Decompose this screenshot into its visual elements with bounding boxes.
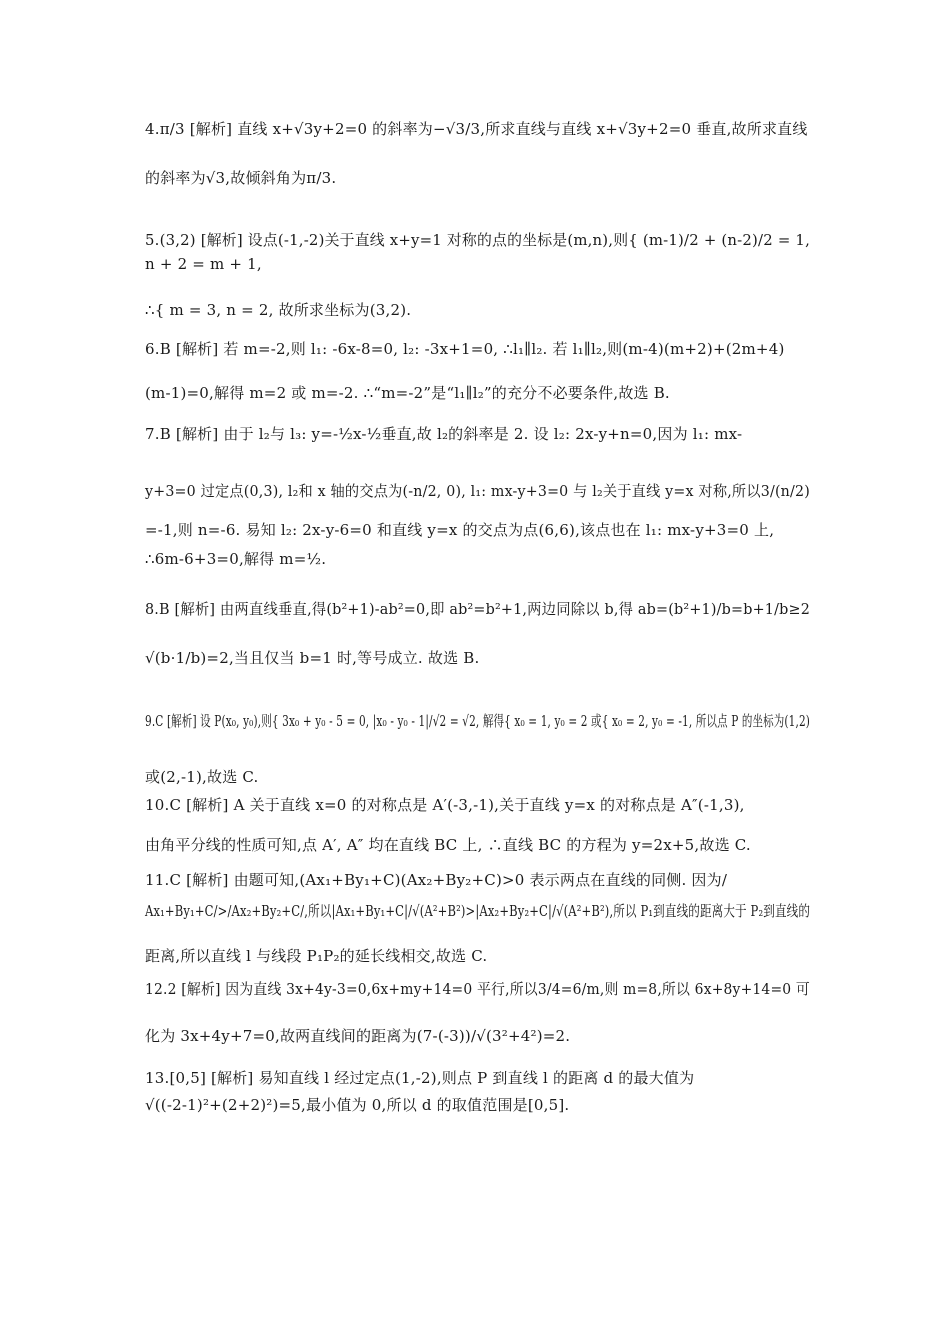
solution-line-text: 距离,所以直线 l 与线段 P₁P₂的延长线相交,故选 C.	[145, 947, 488, 965]
solution-line-text: 由角平分线的性质可知,点 A′, A″ 均在直线 BC 上, ∴直线 BC 的方程为 y=2x+5,故选 C.	[145, 836, 751, 854]
solution-line	[145, 520, 774, 540]
solution-line	[145, 870, 727, 890]
solution-line-text: Ax₁+By₁+C/>/Ax₂+By₂+C/,所以|Ax₁+By₁+C|/√(A²+B²)>|Ax₂+By₂+C|/√(A²+B²),所以 P₁到直线的距离大于 P₂到直线的	[145, 902, 811, 920]
solution-line	[145, 1095, 569, 1115]
solution-line	[145, 1068, 694, 1088]
solution-line	[145, 168, 336, 188]
solution-line-text: 13.[0,5] [解析] 易知直线 l 经过定点(1,-2),则点 P 到直线 l 的距离 d 的最大值为	[145, 1069, 695, 1087]
solution-line	[145, 767, 258, 787]
solution-line-text: 或(2,-1),故选 C.	[145, 768, 259, 786]
solution-line	[145, 549, 326, 569]
solution-line	[145, 901, 950, 921]
solution-line-text: 11.C [解析] 由题可知,(Ax₁+By₁+C)(Ax₂+By₂+C)>0 表示两点在直线的同侧. 因为/	[145, 871, 728, 889]
solution-line	[145, 648, 479, 668]
solution-line-text: 5.(3,2) [解析] 设点(-1,-2)关于直线 x+y=1 对称的点的坐标是(m,n),则{ (m-1)/2 + (n-2)/2 = 1,	[145, 231, 810, 249]
solution-line	[145, 1026, 570, 1046]
solution-line	[145, 946, 487, 966]
solution-line-text: 6.B [解析] 若 m=-2,则 l₁: -6x-8=0, l₂: -3x+1=0, ∴l₁∥l₂. 若 l₁∥l₂,则(m-4)(m+2)+(2m+4)	[145, 340, 785, 358]
solution-line-text: 10.C [解析] A 关于直线 x=0 的对称点是 A′(-3,-1),关于直线 y=x 的对称点是 A″(-1,3),	[145, 796, 745, 814]
solution-line-text: n + 2 = m + 1,	[145, 255, 262, 273]
solution-line-text: ∴6m-6+3=0,解得 m=½.	[145, 550, 327, 568]
solution-line-text: ∴{ m = 3, n = 2, 故所求坐标为(3,2).	[145, 301, 412, 319]
solution-line-text: 9.C [解析] 设 P(x₀, y₀),则{ 3x₀ + y₀ - 5 = 0, |x₀ - y₀ - 1|/√2 = √2, 解得{ x₀ = 1, y₀ = 2 或{ x₀ = 2, y₀ = -1, 所以点 P 的坐标为(1,2)	[145, 712, 810, 730]
solution-line	[145, 711, 950, 731]
solution-line-text: 的斜率为√3,故倾斜角为π/3.	[145, 169, 337, 187]
solution-line	[145, 481, 847, 501]
solution-line-text: 12.2 [解析] 因为直线 3x+4y-3=0,6x+my+14=0 平行,所以3/4=6/m,则 m=8,所以 6x+8y+14=0 可	[145, 980, 810, 998]
solution-line	[145, 835, 751, 855]
solution-line	[145, 424, 742, 444]
solution-line-text: 7.B [解析] 由于 l₂与 l₃: y=-½x-½垂直,故 l₂的斜率是 2. 设 l₂: 2x-y+n=0,因为 l₁: mx-	[145, 425, 743, 443]
solution-line	[145, 599, 841, 619]
solution-line	[145, 339, 785, 359]
solution-line-text: √(b·1/b)=2,当且仅当 b=1 时,等号成立. 故选 B.	[145, 649, 480, 667]
solution-line-text: 8.B [解析] 由两直线垂直,得(b²+1)-ab²=0,即 ab²=b²+1,两边同除以 b,得 ab=(b²+1)/b=b+1/b≥2	[145, 600, 811, 618]
solution-line	[145, 383, 670, 403]
solution-line	[145, 300, 411, 320]
solution-line-text: =-1,则 n=-6. 易知 l₂: 2x-y-6=0 和直线 y=x 的交点为点(6,6),该点也在 l₁: mx-y+3=0 上,	[145, 521, 775, 539]
solution-line-text: (m-1)=0,解得 m=2 或 m=-2. ∴“m=-2”是“l₁∥l₂”的充分不必要条件,故选 B.	[145, 384, 670, 402]
solution-line	[145, 230, 816, 250]
solution-line	[145, 795, 745, 815]
solution-line	[145, 979, 863, 999]
solution-line-text: 化为 3x+4y+7=0,故两直线间的距离为(7-(-3))/√(3²+4²)=2.	[145, 1027, 571, 1045]
solution-line	[145, 254, 262, 274]
solution-line	[145, 119, 808, 139]
solution-line-text: y+3=0 过定点(0,3), l₂和 x 轴的交点为(-n/2, 0), l₁: mx-y+3=0 与 l₂关于直线 y=x 对称,所以3/(n/2)	[145, 482, 810, 500]
solution-line-text: 4.π/3 [解析] 直线 x+√3y+2=0 的斜率为−√3/3,所求直线与直线 x+√3y+2=0 垂直,故所求直线	[145, 120, 808, 138]
solution-line-text: √((-2-1)²+(2+2)²)=5,最小值为 0,所以 d 的取值范围是[0,5].	[145, 1096, 570, 1114]
